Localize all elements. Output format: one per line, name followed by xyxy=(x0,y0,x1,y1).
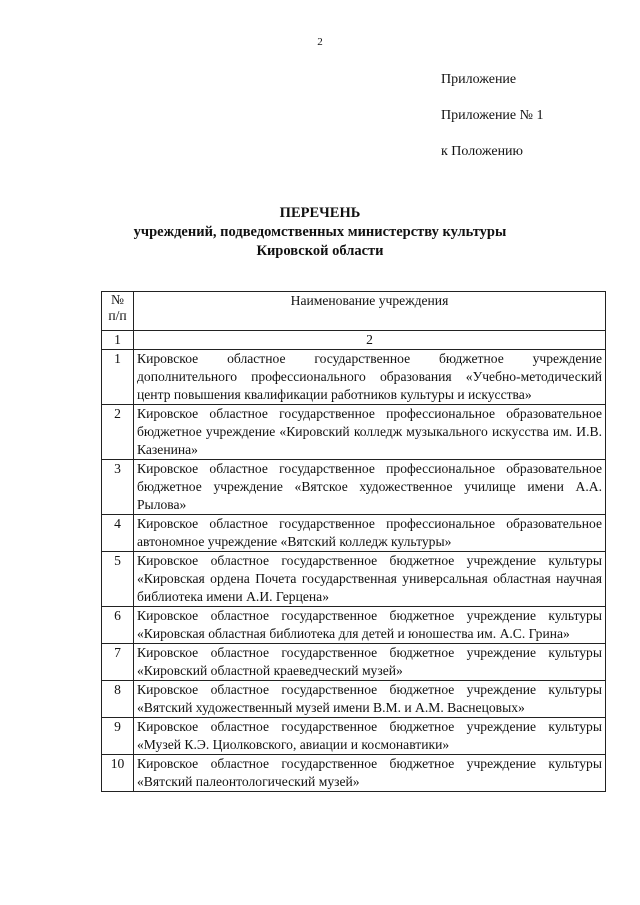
institution-name: Кировское областное государственное бюджетное учреждение культуры «Музей К.Э. Циолковского, авиации и космонавтики» xyxy=(134,718,606,755)
row-number: 2 xyxy=(102,405,134,460)
row-number: 6 xyxy=(102,607,134,644)
row-number: 9 xyxy=(102,718,134,755)
institution-name: Кировское областное государственное бюджетное учреждение культуры «Вятский художественный музей имени В.М. и А.М. Васнецовых» xyxy=(134,681,606,718)
row-number: 4 xyxy=(102,515,134,552)
header-number-line-2: п/п xyxy=(108,308,127,323)
institution-name: Кировское областное государственное бюджетное учреждение культуры «Кировская областная библиотека для детей и юношества им. А.С. Грина» xyxy=(134,607,606,644)
table-row xyxy=(102,405,606,460)
header-name: Наименование учреждения xyxy=(134,292,606,331)
table-row xyxy=(102,718,606,755)
institution-name: Кировское областное государственное профессиональное образовательное бюджетное учреждение «Кировский колледж музыкального искусства им. И.В. Казенина» xyxy=(134,405,606,460)
institution-name: Кировское областное государственное профессиональное образовательное автономное учреждение «Вятский колледж культуры» xyxy=(134,515,606,552)
column-number-2: 2 xyxy=(134,331,606,350)
table-row xyxy=(102,681,606,718)
table-row xyxy=(102,460,606,515)
institution-name: Кировское областное государственное профессиональное образовательное бюджетное учреждение «Вятское художественное училище имени А.А. Рылова» xyxy=(134,460,606,515)
row-number: 5 xyxy=(102,552,134,607)
institution-name: Кировское областное государственное бюджетное учреждение культуры «Вятский палеонтологический музей» xyxy=(134,755,606,792)
table-row xyxy=(102,515,606,552)
column-number-row xyxy=(102,331,606,350)
column-number-1: 1 xyxy=(102,331,134,350)
institution-name: Кировское областное государственное бюджетное учреждение дополнительного профессионального образования «Учебно-методический центр повышения квалификации работников культуры и искусства» xyxy=(134,350,606,405)
row-number: 8 xyxy=(102,681,134,718)
institution-name: Кировское областное государственное бюджетное учреждение культуры «Кировская ордена Почета государственная универсальная областная научная библиотека имени А.И. Герцена» xyxy=(134,552,606,607)
table-row xyxy=(102,350,606,405)
appendix-number: Приложение № 1 xyxy=(441,108,544,123)
table-row xyxy=(102,644,606,681)
institution-name: Кировское областное государственное бюджетное учреждение культуры «Кировский областной краеведческий музей» xyxy=(134,644,606,681)
title-line-2: учреждений, подведомственных министерству культуры xyxy=(133,224,507,240)
title-line-3: Кировской области xyxy=(256,243,384,259)
institutions-table xyxy=(101,291,606,792)
regulation-reference: к Положению xyxy=(441,144,524,159)
row-number: 1 xyxy=(102,350,134,405)
header-number-line-1: № xyxy=(111,292,124,307)
table-row xyxy=(102,552,606,607)
header-number xyxy=(102,292,134,331)
row-number: 7 xyxy=(102,644,134,681)
table-header-row xyxy=(102,292,606,331)
title-line-1: ПЕРЕЧЕНЬ xyxy=(279,205,361,221)
document-title xyxy=(0,204,640,261)
row-number: 3 xyxy=(102,460,134,515)
table-row xyxy=(102,755,606,792)
row-number: 10 xyxy=(102,755,134,792)
page-number: 2 xyxy=(317,36,323,48)
appendix-label: Приложение xyxy=(441,72,517,87)
table-row xyxy=(102,607,606,644)
